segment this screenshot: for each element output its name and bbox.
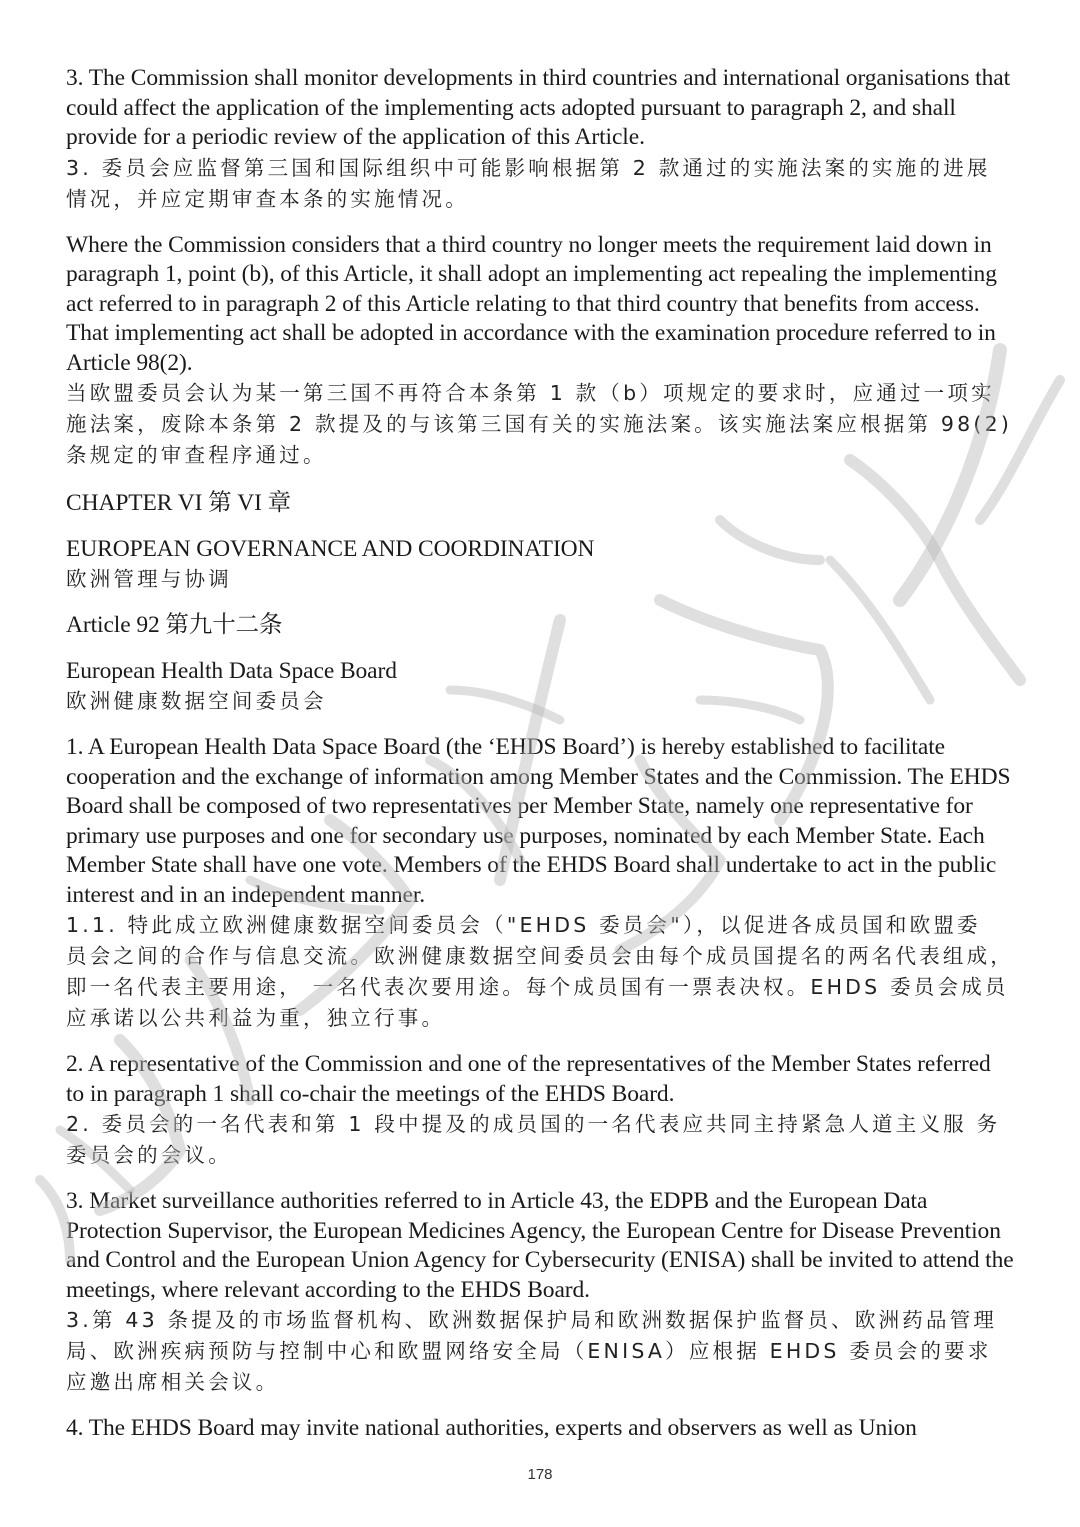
- paragraph-zh: 3.第 43 条提及的市场监督机构、欧洲数据保护局和欧洲数据保护监督员、欧洲药品管理局、欧洲疾病预防与控制中心和欧盟网络安全局（ENISA）应根据 EHDS 委员会的要求应邀出席相关会议。: [66, 1308, 998, 1394]
- article-92-paragraph-3: [66, 1187, 1014, 1398]
- chapter-heading: [66, 489, 1014, 519]
- paragraph-zh: 1.1. 特此成立欧洲健康数据空间委员会（"EHDS 委员会"），以促进各成员国和欧盟委 员会之间的合作与信息交流。欧洲健康数据空间委员会由每个成员国提名的两名代表组成，即一名代表主要用途， 一名代表次要用途。每个成员国有一票表决权。EHDS 委员会成员应承诺以公共利益为重，独立行事。: [66, 913, 1014, 1030]
- chapter-title: CHAPTER VI 第 VI 章: [66, 490, 292, 516]
- article-heading: [66, 611, 1014, 641]
- paragraph-en: 3. Market surveillance authorities referred to in Article 43, the EDPB and the European Data Protection Supervisor, the European Medicines Agency, the European Centre for Disease Prevention and Control and the European Union Agency for Cybersecurity (ENISA) shall be invited to attend the meetings, where relevant according to the EHDS Board.: [66, 1188, 1014, 1303]
- paragraph-en: Where the Commission considers that a third country no longer meets the requirement laid down in paragraph 1, point (b), of this Article, it shall adopt an implementing act repealing the implementing act referred to in paragraph 2 of this Article relating to that third country that benefits from access. That implementing act shall be adopted in accordance with the examination procedure referred to in Article 98(2).: [66, 231, 997, 376]
- paragraph-zh: 当欧盟委员会认为某一第三国不再符合本条第 1 款（b）项规定的要求时，应通过一项实施法案，废除本条第 2 款提及的与该第三国有关的实施法案。该实施法案应根据第 98(2)条规定的审查程序通过。: [66, 381, 1013, 467]
- page-number: 178: [527, 1466, 553, 1483]
- paragraph-zh: 2. 委员会的一名代表和第 1 段中提及的成员国的一名代表应共同主持紧急人道主义服 务委员会的会议。: [66, 1112, 1001, 1167]
- chapter-title-zh: 欧洲管理与协调: [66, 567, 232, 591]
- article-title-en: European Health Data Space Board: [66, 657, 397, 684]
- chapter-title-en: EUROPEAN GOVERNANCE AND COORDINATION: [66, 535, 595, 562]
- paragraph-repeal: [66, 231, 1014, 472]
- article-92-paragraph-2: [66, 1050, 1014, 1171]
- paragraph-3-monitor: [66, 64, 1014, 215]
- article-subtitle: [66, 657, 1014, 718]
- article-92-paragraph-4: [66, 1414, 1014, 1444]
- paragraph-en: 3. The Commission shall monitor developments in third countries and international organisations that could affect the application of the implementing acts adopted pursuant to paragraph 2, and shall provide for a periodic review of the application of this Article.: [66, 65, 1011, 150]
- paragraph-en: 1. A European Health Data Space Board (the ‘EHDS Board’) is hereby established to facilitate cooperation and the exchange of information among Member States and the Commission. The EHDS Board shall be composed of two representatives per Member State, namely one representative for primary use purposes and one for secondary use purposes, nominated by each Member State. Each Member State shall have one vote. Members of the EHDS Board shall undertake to act in the public interest and in an independent manner.: [66, 734, 1011, 908]
- paragraph-en: 4. The EHDS Board may invite national authorities, experts and observers as well as Union: [66, 1415, 917, 1441]
- document-page: [66, 64, 1014, 1460]
- article-title-zh: 欧洲健康数据空间委员会: [66, 689, 327, 713]
- paragraph-en: 2. A representative of the Commission and one of the representatives of the Member States referred to in paragraph 1 shall co-chair the meetings of the EHDS Board.: [66, 1051, 991, 1107]
- paragraph-zh: 3. 委员会应监督第三国和国际组织中可能影响根据第 2 款通过的实施法案的实施的进展情况，并应定期审查本条的实施情况。: [66, 155, 991, 211]
- article-92-paragraph-1: [66, 733, 1014, 1034]
- chapter-subtitle: [66, 535, 1014, 596]
- article-title: Article 92 第九十二条: [66, 612, 283, 638]
